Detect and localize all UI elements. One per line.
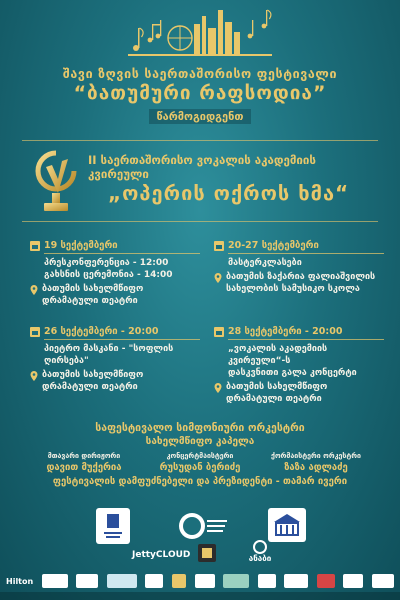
calendar-icon: [30, 327, 40, 337]
location-pin-icon: [30, 371, 38, 381]
person-name: რუსუდან ბერიძე: [159, 462, 241, 473]
location-line: სახელობის სამუსიკო სკოლა: [226, 284, 360, 294]
ministry-logo: [96, 508, 130, 544]
divider: [228, 253, 384, 254]
sponsor-logo: [145, 574, 163, 588]
presents-text: წარმოგიდგენთ: [149, 109, 252, 124]
award-subtitle: II საერთაშორისო ვოკალის აკადემიის კვირეული: [88, 153, 316, 181]
location-line: დრამატული თეატრი: [42, 296, 138, 306]
event-2: [214, 240, 384, 295]
event-1: [30, 240, 200, 307]
theatre-logo: [268, 508, 306, 542]
event-date: 19 სექტემბერი: [30, 240, 200, 251]
sponsor-logo: [284, 574, 308, 588]
divider: [228, 339, 384, 340]
coat-of-arms-icon: [96, 508, 130, 544]
sponsor-logo: [223, 574, 249, 588]
sponsor-badge: [198, 544, 216, 562]
location-line: ბათუმის სახელმწიფო: [42, 370, 144, 380]
event-line: პრესკონფერენცია - 12:00: [44, 258, 169, 268]
event-line: პიეტრო მასკანი - "სოფლის ღირსება": [44, 344, 174, 366]
event-line: გახსნის ცერემონია - 14:00: [44, 270, 173, 280]
event-3: [30, 326, 200, 393]
theatre-building-icon: [268, 508, 306, 542]
location-line: ბათუმის სახელმწიფო: [42, 284, 144, 294]
person-name: ზაზა ადლაძე: [284, 462, 348, 473]
person-role: ქორმაისტერი ორკესტრი: [271, 452, 361, 460]
event-location: [214, 271, 384, 295]
sponsor-logo: [343, 574, 363, 588]
person-role: მთავარი დირიჟორი: [47, 452, 121, 460]
person-1: [24, 452, 144, 473]
location-line: ბათუმის სახელმწიფო: [226, 382, 328, 392]
event-location: [214, 381, 384, 405]
jettycloud-logo: JettyCLOUD: [132, 550, 191, 560]
location-line: დრამატული თეატრი: [226, 394, 322, 404]
trophy-icon: [32, 149, 80, 215]
sponsor-logo: [258, 574, 276, 588]
location-pin-icon: [214, 383, 222, 393]
location-line: დრამატული თეატრი: [42, 382, 138, 392]
choir-name: სახელმწიფო კაპელა: [145, 436, 255, 447]
festival-name: შავი ზღვის საერთაშორისო ფესტივალი: [62, 66, 338, 81]
sponsor-logo: [172, 574, 186, 588]
sponsor-logo: [42, 574, 68, 588]
hilton-logo: Hilton: [6, 576, 34, 586]
event-date: 26 სექტემბერი - 20:00: [30, 326, 200, 337]
footer-band: [0, 592, 400, 600]
person-2: [140, 452, 260, 473]
award-band: [22, 140, 378, 222]
event-date: 20-27 სექტემბერი: [214, 240, 384, 251]
sponsor-logo: [317, 574, 335, 588]
sponsor-logo: [107, 574, 137, 588]
location-pin-icon: [214, 273, 222, 283]
academy-logo: [176, 508, 228, 546]
calendar-icon: [214, 241, 224, 251]
person-name: დავით მუქერია: [46, 462, 122, 473]
calendar-icon: [214, 327, 224, 337]
location-pin-icon: [30, 285, 38, 295]
anabi-text: ანაბი: [248, 554, 272, 563]
event-line: მასტერკლასები: [228, 258, 302, 268]
event-line: დასკვნითი გალა კონცერტი: [228, 368, 357, 378]
sponsor-logo: [372, 574, 394, 588]
sponsor-logo: [76, 574, 98, 588]
calendar-icon: [30, 241, 40, 251]
divider: [44, 339, 200, 340]
divider: [44, 253, 200, 254]
founder-line: ფესტივალის დამფუძნებელი და პრეზიდენტი - თამარ ივერი: [52, 476, 348, 487]
person-role: კონცერტმაისტერი: [166, 452, 234, 460]
sponsor-row: [6, 572, 394, 590]
sponsor-logo: [195, 574, 215, 588]
location-line: ბათუმის ზაქარია ფალიაშვილის: [226, 272, 376, 282]
event-4: [214, 326, 384, 405]
award-title: „ოპერის ოქროს ხმა“: [108, 181, 350, 205]
event-location: [30, 283, 200, 307]
festival-title: “ბათუმური რაფსოდია”: [73, 82, 327, 104]
event-date: 28 სექტემბერი - 20:00: [214, 326, 384, 337]
anabi-logo: [240, 540, 280, 566]
event-line: „ვოკალის აკადემიის კვირეული“-ს: [228, 344, 328, 366]
orchestra-name: საფესტივალო სიმფონიური ორკესტრი: [95, 422, 305, 434]
person-3: [256, 452, 376, 473]
academy-emblem-icon: [176, 508, 228, 546]
city-skyline-logo: [118, 6, 282, 64]
presents-label: [0, 110, 400, 123]
event-location: [30, 369, 200, 393]
